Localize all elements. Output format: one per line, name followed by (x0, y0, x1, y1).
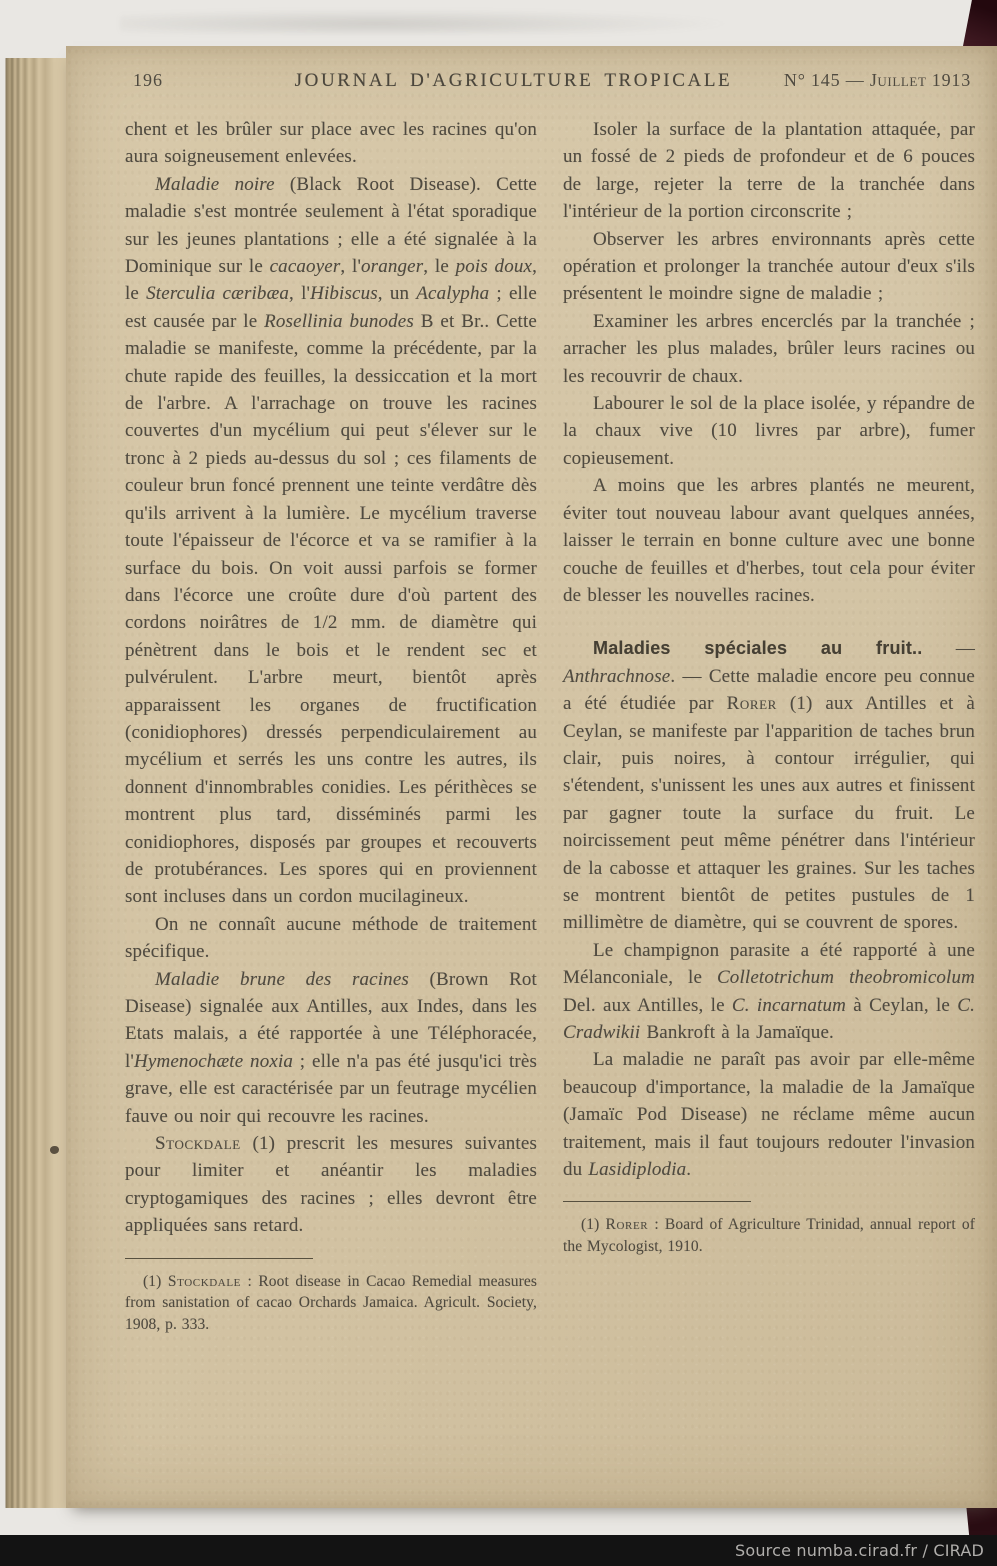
italic-text: Anthrachnose (563, 665, 671, 687)
right-footnote-divider (563, 1201, 751, 1202)
small-caps-name: Rorer (605, 1216, 649, 1234)
italic-text: Lasidiplodia (588, 1159, 687, 1181)
left-footnote (125, 1271, 537, 1336)
small-caps-name: Stockdale (167, 1272, 241, 1290)
text-run: Le champignon parasite a été rapporté à une Mélanconiale, le (563, 939, 975, 989)
text-run: (1) (143, 1272, 168, 1290)
journal-title: JOURNAL D'AGRICULTURE TROPICALE (294, 70, 733, 91)
right-column-text (563, 116, 975, 1183)
paragraph (125, 911, 537, 966)
text-run: (1) (581, 1216, 606, 1234)
paragraph (125, 171, 537, 911)
paragraph (125, 116, 537, 171)
text-run: . (686, 1159, 692, 1181)
italic-text: Maladie brune des racines (155, 968, 409, 990)
text-run: ; elle n'a pas été jusqu'ici très grave, elle est caractérisée par un feutrage mycélien fauve ou noir qui recouvre les racines. (125, 1050, 537, 1127)
paragraph (125, 1130, 537, 1240)
journal-page (66, 46, 997, 1508)
paragraph (563, 226, 975, 308)
italic-text: Sterculia cæribæa (146, 283, 290, 305)
text-run: : Board of Agriculture Trinidad, annual report of the Mycologist, 1910. (563, 1216, 975, 1255)
italic-text: pois doux (455, 256, 533, 278)
italic-text: Acalypha (416, 283, 490, 305)
small-caps-name: Juillet (869, 70, 927, 90)
source-attribution-bar (0, 1535, 997, 1566)
small-caps-name: Stockdale (155, 1133, 241, 1155)
italic-text: oranger (361, 256, 424, 278)
paragraph (563, 635, 975, 936)
italic-text: Maladie noire (155, 173, 275, 195)
text-run: , l' (289, 283, 311, 305)
text-run: chent et les brûler sur place avec les racines qu'on aura soigneusement enlevées. (125, 119, 537, 168)
left-column-text (125, 116, 537, 1240)
source-attribution: Source numba.cirad.fr / CIRAD (734, 1541, 984, 1560)
book-page-stack-edge (0, 58, 74, 1508)
left-column (125, 116, 537, 1335)
text-run: B et Br.. Cette maladie se manifeste, comme la précédente, par la chute rapide des feuilles, la dessiccation et la mort de l'arbre. A l'arrachage on trouve les racines couvertes d'un mycélium qui peut s'élever sur le tronc à 2 pieds au-dessus du sol ; ces filaments de couleur brun foncé prennent une teinte verdâtre dès qu'ils arrivent à la lumière. Le mycélium traverse toute l'épaisseur de l'écorce et va se ramifier à la surface du bois. On voit aussi parfois se former dans l'écorce une croûte dure d'où partent des cordons noirâtres de 1/2 mm. de diamètre qui pénètrent dans le bois et le rendent sec et pulvérulent. L'arbre meurt, bientôt après apparaissent les organes de fructification (conidiophores) dressés perpendiculairement au mycélium et serrés les uns contre les autres, ils donnent d'innombrables conidies. Les périthèces se montrent plus tard, disséminés parmi les conidiophores, disposés par groupes et recouverts de protubérances. Les spores qui en proviennent sont incluses dans un cordon mucilagineux. (125, 310, 537, 908)
text-run: . — Cette maladie encore peu connue a été étudiée par (563, 665, 975, 715)
text-run: Isoler la surface de la plantation attaquée, par un fossé de 2 pieds de profondeur et de 6 pouces de large, rejeter la terre de la tranchée dans l'intérieur de la portion circonscrite ; (563, 119, 975, 223)
text-run: , le (423, 256, 456, 278)
paragraph (563, 472, 975, 609)
text-run: A moins que les arbres plantés ne meurent, éviter tout nouveau labour avant quelques années, laisser le terrain en bonne culture avec une bonne couche de feuilles et d'herbes, tout cela pour éviter de blesser les nouvelles racines. (563, 475, 975, 606)
small-caps-name: Rorer (726, 693, 777, 715)
text-run: Del. aux Antilles, le (563, 994, 732, 1016)
text-run: (1) aux Antilles et à Ceylan, se manifeste par l'apparition de taches brun clair, puis noires, à contour irrégulier, qui s'étendent, s'unissent les unes aux autres et finissent par gagner toute la surface du fruit. Le noircissement peut même pénétrer dans l'intérieur de la cabosse et attaquer les graines. Sur les taches se montrent bientôt de petites pustules de 1 millimètre de diamètre, qui se couvrent de spores. (563, 693, 975, 934)
text-run: (1) prescrit les mesures suivantes pour limiter et anéantir les maladies cryptogamiques des racines ; elles devront être appliquées sans retard. (125, 1133, 537, 1237)
text-run: (Black Root Disease). Cette maladie s'est montrée seulement à l'état sporadique sur les jeunes plantations ; elle a été signalée à la Dominique sur le (125, 173, 538, 278)
italic-text: C. incarnatum (731, 994, 847, 1016)
paragraph (563, 308, 975, 390)
text-run: Observer les arbres environnants après cette opération et prolonger la tranchée autour d'eux s'ils présentent le moindre signe de maladie ; (563, 228, 975, 305)
text-run: Examiner les arbres encerclés par la tranchée ; arracher les plus malades, brûler leurs racines ou les recouvrir de chaux. (563, 310, 975, 387)
italic-text: cacaoyer (269, 256, 341, 278)
italic-text: Colletotrichum theobromicolum (716, 967, 975, 989)
text-run: Bankroft à la Jamaïque. (640, 1022, 834, 1043)
paragraph (563, 390, 975, 472)
paragraph (125, 966, 537, 1130)
text-run: : Root disease in Cacao Remedial measures from sanistation of cacao Orchards Jamaica. Agricult. Society, 1908, p. 333. (125, 1272, 537, 1333)
bold-heading-text: Maladies spéciales au fruit.. (593, 638, 923, 659)
paragraph (563, 1046, 975, 1183)
text-run: ; elle est causée par le (125, 283, 537, 332)
paragraph (563, 116, 975, 226)
italic-text: Hibiscus (310, 283, 378, 305)
text-run: , un (377, 283, 417, 305)
left-footnote-divider (125, 1258, 313, 1259)
right-footnote (563, 1214, 975, 1257)
text-run: On ne connaît aucune méthode de traitement spécifique. (125, 913, 537, 963)
italic-text: Hymenochæte noxia (134, 1050, 294, 1072)
text-run: — (922, 638, 975, 660)
text-run: (Brown Rot Disease) signalée aux Antilles, aux Indes, dans les Etats malais, a été rapportée à une Téléphoracée, l' (125, 968, 537, 1072)
text-columns (125, 116, 975, 1335)
text-run: 1913 (926, 70, 971, 90)
text-run: La maladie ne paraît pas avoir par elle-même beaucoup d'importance, la maladie de la Jamaïque (Jamaïc Pod Disease) ne réclame même aucun traitement, mais il faut toujours redouter l'invasion du (563, 1049, 975, 1181)
page-header (133, 70, 971, 92)
text-run: à Ceylan, le (846, 994, 958, 1016)
text-run: , l' (340, 256, 362, 278)
text-run: N° 145 — (783, 70, 870, 90)
text-run: , le (125, 256, 537, 305)
page-number: 196 (133, 70, 163, 90)
right-column (563, 116, 975, 1335)
paragraph (563, 937, 975, 1047)
italic-text: C. Cradwikii (563, 994, 975, 1043)
issue-info (784, 70, 971, 91)
text-run: Labourer le sol de la place isolée, y répandre de la chaux vive (10 livres par arbre), fumer copieusement. (563, 393, 975, 469)
italic-text: Rosellinia bunodes (264, 310, 414, 332)
